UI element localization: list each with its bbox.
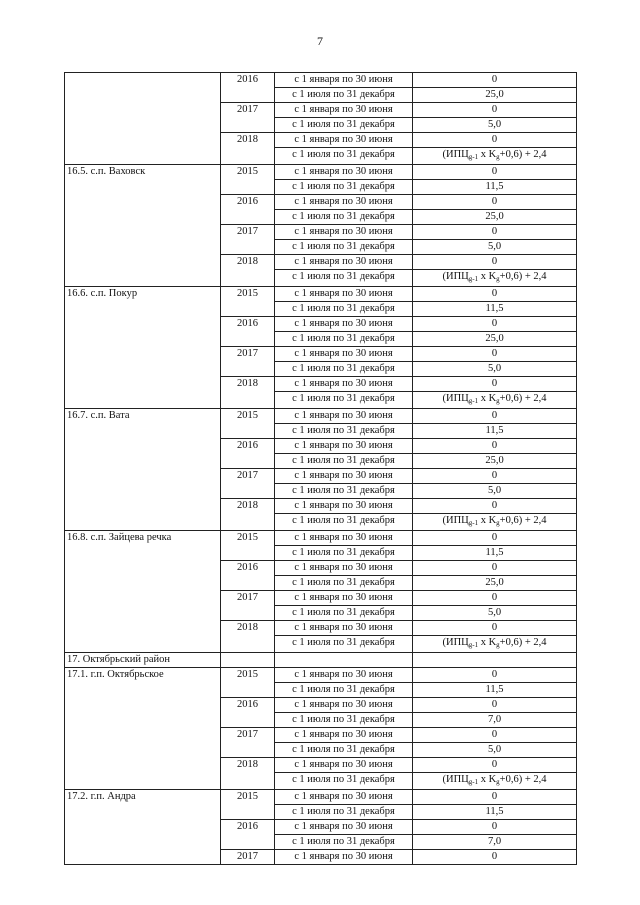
year-cell: 2016 [221,698,275,728]
value-cell: 5,0 [413,743,577,758]
period-cell: с 1 января по 30 июня [275,377,413,392]
period-cell: с 1 января по 30 июня [275,850,413,865]
empty-cell [413,653,577,668]
formula-mid: x K [478,774,497,785]
value-cell: 0 [413,255,577,270]
value-cell: 11,5 [413,683,577,698]
year-cell: 2018 [221,758,275,790]
value-cell: 0 [413,668,577,683]
period-cell: с 1 июля по 31 декабря [275,576,413,591]
year-cell: 2016 [221,439,275,469]
value-cell: 0 [413,561,577,576]
value-cell: 0 [413,347,577,362]
tariff-table-body [65,73,577,865]
formula-sub-g: g [496,275,500,283]
value-cell: 25,0 [413,454,577,469]
value-cell: 11,5 [413,424,577,439]
value-cell: 0 [413,499,577,514]
value-cell: 0 [413,317,577,332]
period-cell: с 1 июля по 31 декабря [275,118,413,133]
period-cell: с 1 июля по 31 декабря [275,180,413,195]
value-cell: 25,0 [413,332,577,347]
period-cell: с 1 января по 30 июня [275,728,413,743]
formula-sub-g-1: g-1 [468,275,479,283]
page-number: 7 [317,34,323,48]
period-cell: с 1 июля по 31 декабря [275,514,413,531]
year-cell: 2016 [221,73,275,103]
formula-prefix: (ИПЦ [442,637,469,648]
value-cell: 0 [413,103,577,118]
table-row [65,409,577,424]
period-cell: с 1 января по 30 июня [275,195,413,210]
period-cell: с 1 января по 30 июня [275,668,413,683]
formula-mid: x K [478,393,497,404]
value-cell: 5,0 [413,362,577,377]
period-cell: с 1 января по 30 июня [275,439,413,454]
year-cell: 2015 [221,790,275,820]
value-cell: 0 [413,409,577,424]
entity-name [65,73,221,165]
formula-mid: x K [478,149,497,160]
period-cell: с 1 июля по 31 декабря [275,88,413,103]
formula-sub-g: g [496,153,500,161]
formula-prefix: (ИПЦ [442,393,469,404]
value-cell: 0 [413,439,577,454]
year-cell: 2015 [221,165,275,195]
value-cell: 0 [413,621,577,636]
value-cell: 7,0 [413,713,577,728]
value-cell: 0 [413,591,577,606]
period-cell: с 1 июля по 31 декабря [275,683,413,698]
period-cell: с 1 января по 30 июня [275,621,413,636]
period-cell: с 1 января по 30 июня [275,820,413,835]
formula-sub-g: g [496,641,500,649]
year-cell: 2015 [221,287,275,317]
formula-suffix: +0,6) + 2,4 [499,271,547,282]
value-cell: 25,0 [413,210,577,225]
period-cell: с 1 января по 30 июня [275,225,413,240]
table-row [65,668,577,683]
period-cell: с 1 июля по 31 декабря [275,773,413,790]
period-cell: с 1 июля по 31 декабря [275,332,413,347]
year-cell: 2016 [221,317,275,347]
period-cell: с 1 января по 30 июня [275,165,413,180]
value-cell: 25,0 [413,576,577,591]
value-cell [413,773,577,790]
value-cell: 0 [413,133,577,148]
value-cell: 0 [413,728,577,743]
value-cell: 0 [413,531,577,546]
empty-cell [275,653,413,668]
value-cell [413,270,577,287]
value-cell: 5,0 [413,118,577,133]
entity-name: 16.7. с.п. Вата [65,409,221,531]
year-cell: 2015 [221,668,275,698]
entity-name: 16.8. с.п. Зайцева речка [65,531,221,653]
year-cell: 2016 [221,820,275,850]
period-cell: с 1 января по 30 июня [275,591,413,606]
value-cell: 0 [413,225,577,240]
value-cell: 25,0 [413,88,577,103]
year-cell: 2017 [221,728,275,758]
value-cell: 0 [413,469,577,484]
value-cell: 11,5 [413,302,577,317]
period-cell: с 1 июля по 31 декабря [275,392,413,409]
value-cell: 5,0 [413,240,577,255]
formula-sub-g-1: g-1 [468,641,479,649]
period-cell: с 1 июля по 31 декабря [275,210,413,225]
period-cell: с 1 июля по 31 декабря [275,148,413,165]
value-cell: 0 [413,698,577,713]
period-cell: с 1 января по 30 июня [275,790,413,805]
table-row [65,790,577,805]
formula-prefix: (ИПЦ [442,271,469,282]
value-cell: 11,5 [413,805,577,820]
formula-sub-g-1: g-1 [468,778,479,786]
period-cell: с 1 января по 30 июня [275,561,413,576]
year-cell: 2018 [221,621,275,653]
period-cell: с 1 июля по 31 декабря [275,606,413,621]
year-cell: 2017 [221,850,275,865]
period-cell: с 1 января по 30 июня [275,347,413,362]
formula-prefix: (ИПЦ [442,515,469,526]
entity-name: 16.6. с.п. Покур [65,287,221,409]
table-row [65,531,577,546]
tariff-table [64,72,577,865]
year-cell: 2017 [221,347,275,377]
formula-suffix: +0,6) + 2,4 [499,149,547,160]
value-cell: 0 [413,820,577,835]
period-cell: с 1 января по 30 июня [275,73,413,88]
table-row [65,287,577,302]
period-cell: с 1 июля по 31 декабря [275,362,413,377]
value-cell: 0 [413,195,577,210]
value-cell [413,514,577,531]
entity-name: 16.5. с.п. Ваховск [65,165,221,287]
period-cell: с 1 июля по 31 декабря [275,636,413,653]
year-cell: 2018 [221,133,275,165]
period-cell: с 1 января по 30 июня [275,531,413,546]
period-cell: с 1 января по 30 июня [275,758,413,773]
period-cell: с 1 января по 30 июня [275,103,413,118]
period-cell: с 1 января по 30 июня [275,698,413,713]
year-cell: 2017 [221,225,275,255]
year-cell: 2017 [221,591,275,621]
year-cell: 2018 [221,499,275,531]
formula-suffix: +0,6) + 2,4 [499,515,547,526]
period-cell: с 1 января по 30 июня [275,287,413,302]
period-cell: с 1 июля по 31 декабря [275,805,413,820]
period-cell: с 1 июля по 31 декабря [275,743,413,758]
formula-sub-g: g [496,397,500,405]
table-row [65,653,577,668]
entity-name: 17.1. г.п. Октябрьское [65,668,221,790]
empty-cell [221,653,275,668]
formula-mid: x K [478,637,497,648]
value-cell [413,148,577,165]
year-cell: 2015 [221,531,275,561]
year-cell: 2017 [221,469,275,499]
period-cell: с 1 июля по 31 декабря [275,835,413,850]
formula-sub-g: g [496,519,500,527]
value-cell [413,636,577,653]
value-cell: 5,0 [413,606,577,621]
value-cell: 7,0 [413,835,577,850]
formula-sub-g-1: g-1 [468,153,479,161]
year-cell: 2016 [221,561,275,591]
period-cell: с 1 января по 30 июня [275,499,413,514]
formula-sub-g-1: g-1 [468,397,479,405]
value-cell: 0 [413,758,577,773]
year-cell: 2017 [221,103,275,133]
formula-prefix: (ИПЦ [442,149,469,160]
period-cell: с 1 января по 30 июня [275,469,413,484]
region-heading: 17. Октябрьский район [65,653,221,668]
period-cell: с 1 июля по 31 декабря [275,302,413,317]
value-cell: 0 [413,850,577,865]
period-cell: с 1 января по 30 июня [275,409,413,424]
table-row [65,73,577,88]
year-cell: 2015 [221,409,275,439]
period-cell: с 1 июля по 31 декабря [275,484,413,499]
period-cell: с 1 января по 30 июня [275,133,413,148]
formula-sub-g-1: g-1 [468,519,479,527]
table-row [65,165,577,180]
formula-mid: x K [478,271,497,282]
year-cell: 2016 [221,195,275,225]
period-cell: с 1 июля по 31 декабря [275,270,413,287]
period-cell: с 1 июля по 31 декабря [275,454,413,469]
year-cell: 2018 [221,255,275,287]
formula-suffix: +0,6) + 2,4 [499,637,547,648]
period-cell: с 1 июля по 31 декабря [275,240,413,255]
period-cell: с 1 июля по 31 декабря [275,546,413,561]
entity-name: 17.2. г.п. Андра [65,790,221,865]
value-cell: 5,0 [413,484,577,499]
period-cell: с 1 июля по 31 декабря [275,424,413,439]
value-cell: 0 [413,287,577,302]
year-cell: 2018 [221,377,275,409]
value-cell: 0 [413,165,577,180]
formula-suffix: +0,6) + 2,4 [499,774,547,785]
value-cell: 11,5 [413,180,577,195]
value-cell: 11,5 [413,546,577,561]
value-cell: 0 [413,790,577,805]
formula-prefix: (ИПЦ [442,774,469,785]
value-cell: 0 [413,377,577,392]
period-cell: с 1 июля по 31 декабря [275,713,413,728]
value-cell [413,392,577,409]
formula-sub-g: g [496,778,500,786]
period-cell: с 1 января по 30 июня [275,317,413,332]
formula-suffix: +0,6) + 2,4 [499,393,547,404]
formula-mid: x K [478,515,497,526]
value-cell: 0 [413,73,577,88]
period-cell: с 1 января по 30 июня [275,255,413,270]
